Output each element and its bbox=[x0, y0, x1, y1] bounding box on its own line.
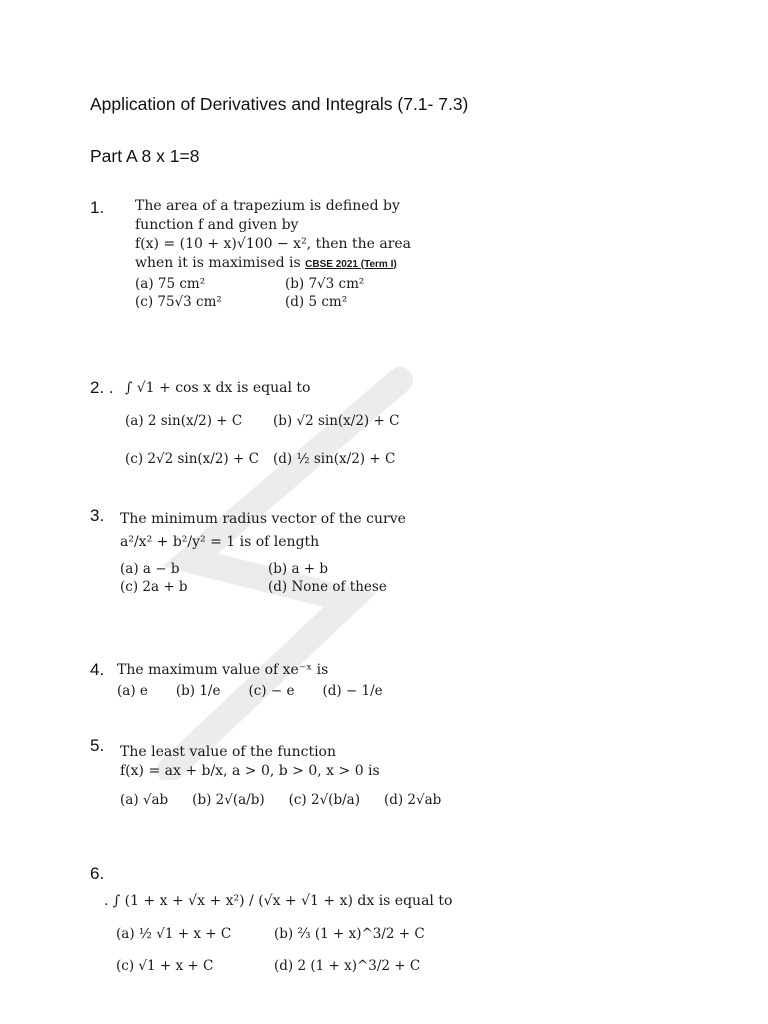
option-b: (b) a + b bbox=[268, 560, 329, 577]
option-b: (b) 7√3 cm² bbox=[285, 275, 365, 292]
question-line: a²/x² + b²/y² = 1 is of length bbox=[120, 533, 320, 550]
question-line: The maximum value of xe⁻ˣ is bbox=[117, 662, 329, 678]
option-b: (b) 1/e bbox=[175, 682, 221, 699]
option-b: (b) 2√(a/b) bbox=[192, 791, 265, 808]
option-a: (a) 2 sin(x/2) + C bbox=[125, 412, 243, 429]
question-number: 2. . bbox=[90, 378, 114, 397]
question-line: f(x) = ax + b/x, a > 0, b > 0, x > 0 is bbox=[120, 762, 380, 779]
question-1 bbox=[135, 197, 435, 311]
question-number: 3. bbox=[90, 506, 105, 525]
question-2 bbox=[125, 379, 433, 468]
question-line: function f and given by bbox=[135, 216, 299, 233]
question-4 bbox=[117, 661, 383, 700]
question-line: The area of a trapezium is defined by bbox=[135, 198, 400, 214]
option-c: (c) 2√2 sin(x/2) + C bbox=[125, 451, 259, 468]
part-heading: Part A 8 x 1=8 bbox=[90, 146, 200, 166]
option-a: (a) 75 cm² bbox=[135, 275, 206, 292]
option-d: (d) 2 (1 + x)^3/2 + C bbox=[274, 958, 421, 975]
question-line: f(x) = (10 + x)√100 − x², then the area bbox=[135, 235, 412, 252]
question-6 bbox=[104, 892, 452, 975]
question-number: 1. bbox=[90, 198, 105, 217]
option-a: (a) a − b bbox=[120, 560, 180, 577]
question-line: The minimum radius vector of the curve bbox=[120, 511, 406, 527]
option-c: (c) 2√(b/a) bbox=[288, 791, 360, 808]
question-line: . ∫ (1 + x + √x + x²) / (√x + √1 + x) dx is equal to bbox=[104, 893, 453, 909]
question-3 bbox=[120, 510, 418, 596]
option-c: (c) √1 + x + C bbox=[116, 958, 214, 975]
option-d: (d) − 1/e bbox=[322, 682, 383, 699]
question-number: 5. bbox=[90, 736, 105, 755]
option-c: (c) 75√3 cm² bbox=[135, 293, 222, 310]
option-d: (d) None of these bbox=[268, 579, 387, 595]
option-a: (a) e bbox=[117, 682, 148, 699]
option-d: (d) 2√ab bbox=[383, 791, 442, 808]
question-5 bbox=[120, 743, 441, 809]
option-c: (c) − e bbox=[248, 682, 295, 699]
question-number: 4. bbox=[90, 660, 105, 679]
question-number: 6. bbox=[90, 864, 105, 883]
question-line: ∫ √1 + cos x dx is equal to bbox=[125, 380, 311, 396]
question-line: when it is maximised is bbox=[135, 254, 301, 271]
option-b: (b) √2 sin(x/2) + C bbox=[273, 412, 400, 429]
option-c: (c) 2a + b bbox=[120, 579, 188, 595]
option-a: (a) ½ √1 + x + C bbox=[116, 925, 232, 942]
question-line: The least value of the function bbox=[120, 744, 336, 760]
option-a: (a) √ab bbox=[120, 791, 169, 808]
option-d: (d) 5 cm² bbox=[285, 293, 348, 310]
page-title: Application of Derivatives and Integrals (7.1- 7.3) bbox=[90, 94, 469, 114]
option-d: (d) ½ sin(x/2) + C bbox=[273, 451, 396, 468]
option-b: (b) ⅔ (1 + x)^3/2 + C bbox=[274, 925, 425, 942]
exam-tag: CBSE 2021 (Term I) bbox=[305, 258, 397, 270]
